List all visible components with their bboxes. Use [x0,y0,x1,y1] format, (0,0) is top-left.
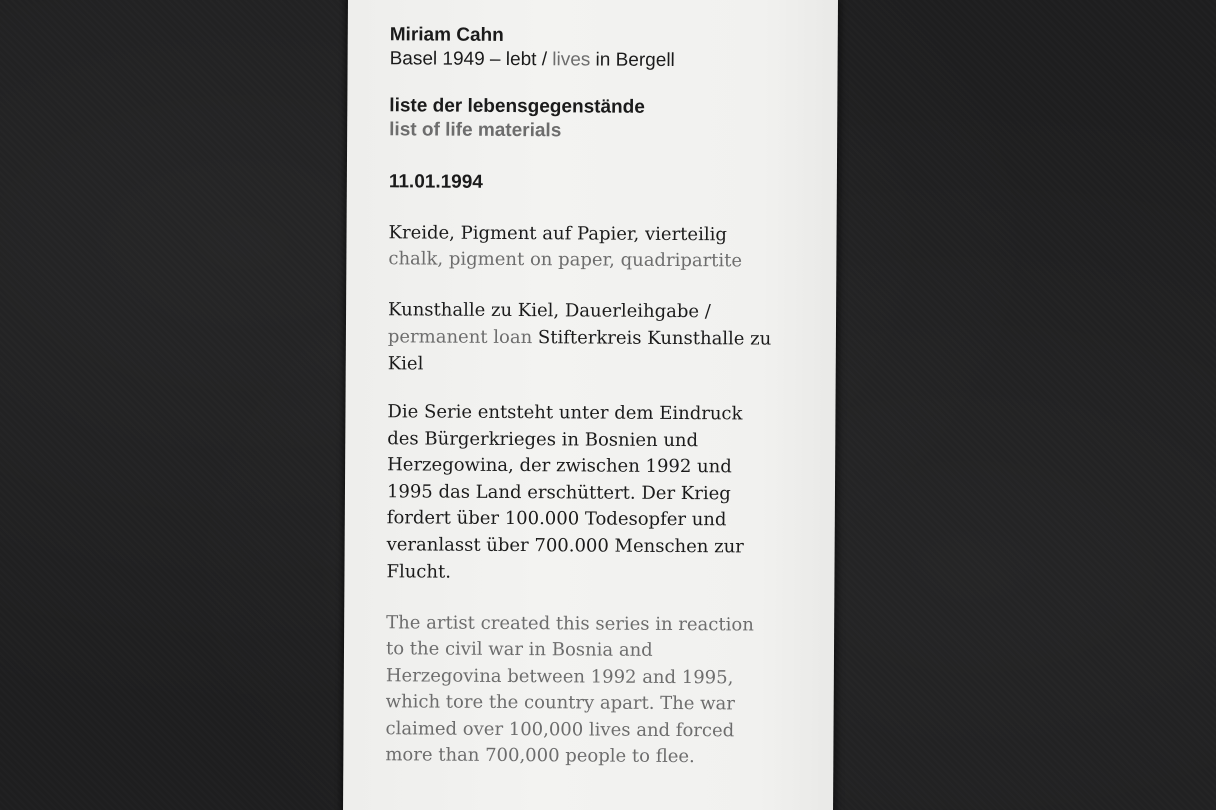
artist-bio-place: in Bergell [595,49,675,71]
description-en-line: to the civil war in Bosnia and [385,638,653,662]
description-de-line: Die Serie entsteht unter dem Eindruck [387,401,743,425]
museum-wall-label [343,0,838,810]
description-de-line: fordert über 100.000 Todesopfer und [386,507,727,531]
description-en [385,610,796,771]
artist-bio [390,47,810,74]
description-de-line: des Bürgerkrieges in Bosnien und [387,427,699,451]
artwork-title-en: list of life materials [389,119,562,142]
artist-name: Miriam Cahn [389,24,504,46]
description-en-line: which tore the country apart. The war [385,691,735,715]
medium-en: chalk, pigment on paper, quadripartite [388,248,743,272]
description-de-line: 1995 das Land erschüttert. Der Krieg [386,481,731,505]
description-de [386,399,787,588]
collection-part1: Kunsthalle zu Kiel, Dauerleihgabe / [388,299,711,323]
artist-bio-de: Basel 1949 – lebt / [389,48,548,71]
description-en-line: more than 700,000 people to flee. [385,744,695,768]
artwork-title-de: liste der lebensgegenstände [389,95,645,118]
artist-bio-en: lives [552,49,591,71]
medium-de: Kreide, Pigment auf Papier, vierteilig [388,222,727,246]
collection-credit [388,296,788,379]
description-de-line: Herzegowina, der zwischen 1992 und [387,454,732,478]
description-de-line: veranlasst über 700.000 Menschen zur [386,534,744,558]
artwork-date: 11.01.1994 [388,171,483,193]
description-en-line: claimed over 100,000 lives and forced [385,717,735,741]
collection-part2-en: permanent loan [387,326,533,349]
collection-part3: Stifterkreis Kunsthalle zu Kiel [387,327,772,375]
description-en-line: The artist created this series in reaction [386,612,754,636]
description-en-line: Herzegovina between 1992 and 1995, [385,665,734,689]
description-de-line: Flucht. [386,560,452,583]
